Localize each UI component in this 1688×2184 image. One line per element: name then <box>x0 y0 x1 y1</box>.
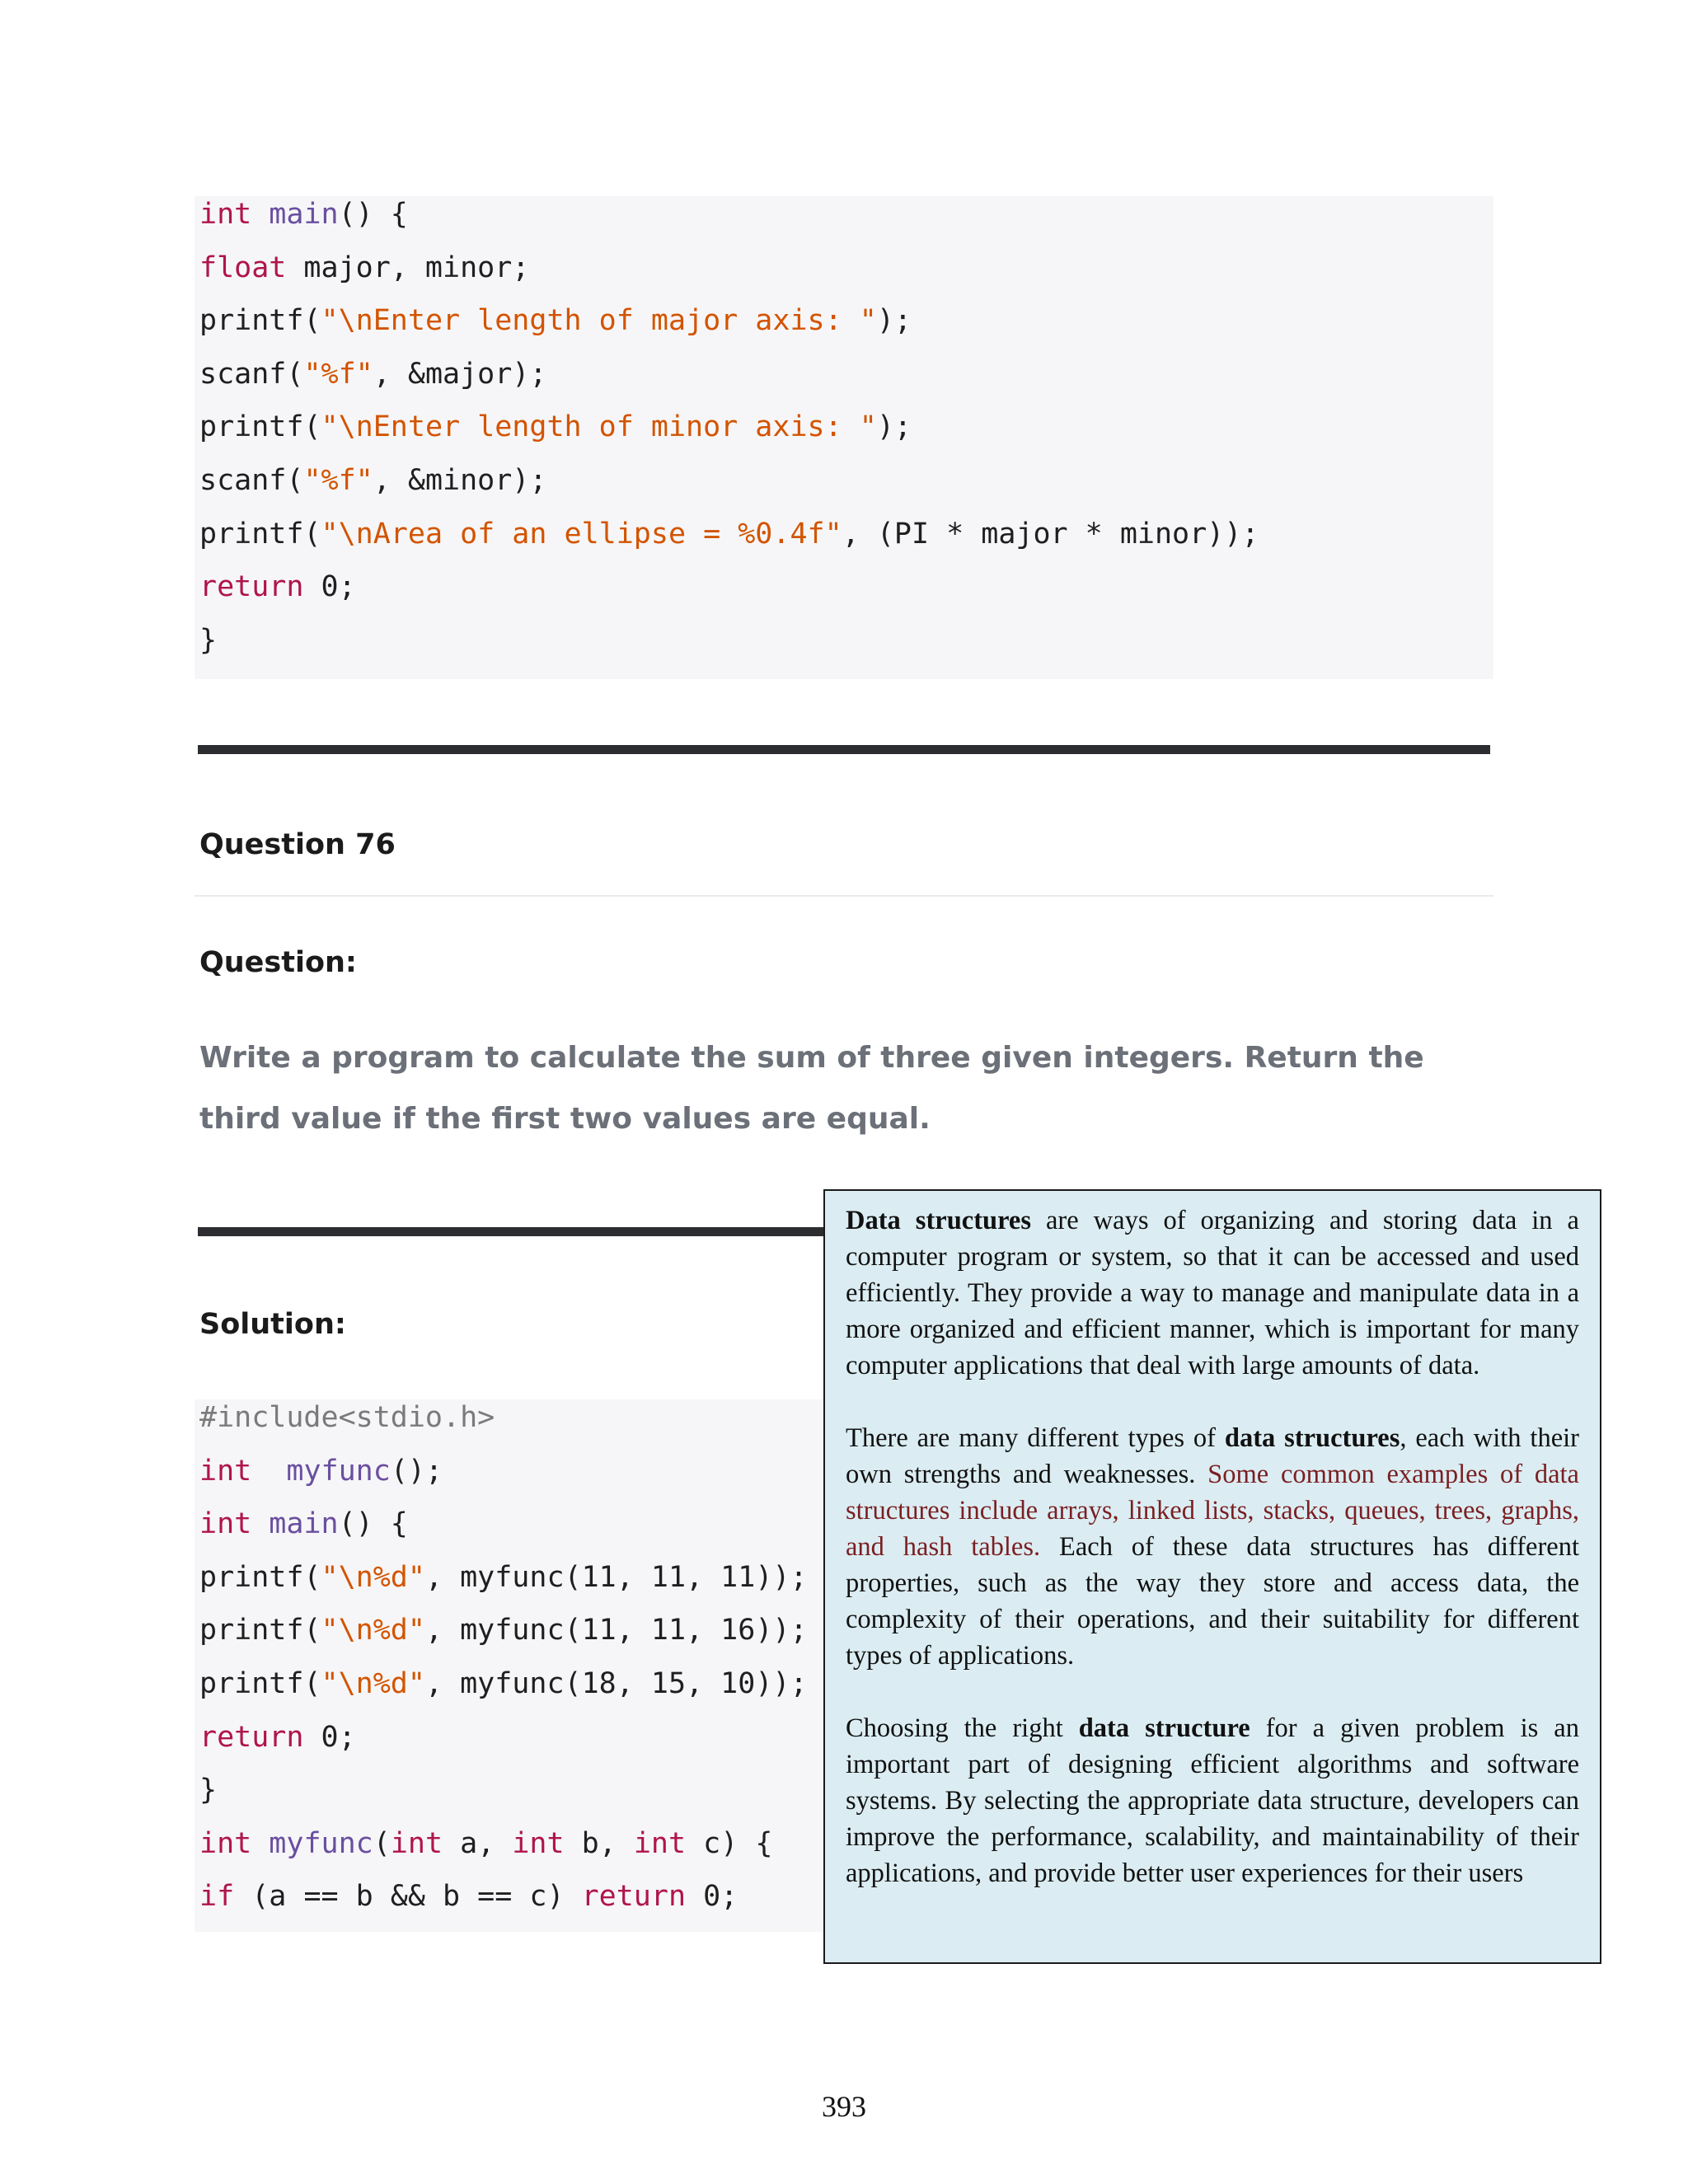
code-line <box>199 1559 808 1596</box>
code-token: printf( <box>199 410 321 444</box>
code-token: myfunc <box>269 1826 373 1860</box>
code-token: , (PI * major * minor)); <box>842 517 1259 551</box>
code-token: int <box>199 1454 252 1488</box>
code-token: ); <box>876 410 912 444</box>
code-token: int <box>199 198 252 231</box>
code-token: () { <box>338 198 408 231</box>
code-token: "\n%d" <box>321 1667 425 1700</box>
code-token: printf( <box>199 517 321 551</box>
code-token: (a == b && b == c) <box>234 1880 582 1914</box>
section-divider <box>198 745 1490 754</box>
code-line <box>199 1612 808 1648</box>
code-token: () { <box>338 1507 408 1541</box>
code-token: int <box>390 1826 443 1860</box>
code-token: printf( <box>199 1667 321 1700</box>
code-token: "\nEnter length of major axis: " <box>321 304 877 338</box>
code-token: printf( <box>199 304 321 338</box>
code-block-ellipse <box>195 196 1493 679</box>
code-token: scanf( <box>199 357 304 391</box>
code-token: ( <box>373 1826 391 1860</box>
info-text: There are many different types of <box>846 1423 1225 1453</box>
code-line <box>199 356 546 392</box>
solution-label: Solution: <box>199 1308 346 1341</box>
code-line <box>199 1772 217 1808</box>
page-number: 393 <box>822 2090 866 2123</box>
code-token: float <box>199 251 287 284</box>
code-token: return <box>199 570 304 604</box>
info-term: data structure <box>1078 1713 1250 1743</box>
code-line <box>199 1825 772 1862</box>
question-label: Question: <box>199 946 357 979</box>
code-line <box>199 1719 356 1755</box>
code-line <box>199 1399 495 1436</box>
code-token: a, <box>443 1826 513 1860</box>
code-token: int <box>512 1826 565 1860</box>
code-block-solution <box>195 1399 823 1932</box>
section-divider <box>198 1227 824 1236</box>
title-underline <box>195 895 1493 897</box>
code-token <box>251 198 269 231</box>
info-paragraph-2 <box>846 1420 1579 1674</box>
code-token <box>251 1455 286 1488</box>
info-term: data structures <box>1224 1423 1400 1453</box>
code-token: return <box>581 1880 687 1914</box>
code-token: } <box>199 623 218 657</box>
info-term: Data structures <box>846 1206 1031 1235</box>
info-text: Each of these data structures has different properties, such as the way they store and access data, the complexity of their operations, and their suitability for different types of applications. <box>846 1532 1579 1671</box>
code-line <box>199 1506 408 1542</box>
code-token: "\nArea of an ellipse = %0.4f" <box>321 517 842 551</box>
code-line <box>199 302 912 339</box>
code-token: printf( <box>199 1560 321 1594</box>
code-token: return <box>199 1720 304 1754</box>
code-token: major, minor; <box>286 251 530 284</box>
code-line <box>199 462 546 499</box>
code-token <box>251 1827 269 1860</box>
code-token: , myfunc(18, 15, 10)); <box>424 1667 808 1700</box>
code-token: int <box>633 1826 687 1860</box>
code-token: "\nEnter length of minor axis: " <box>321 410 877 444</box>
info-text: , each with their own strengths and weaknesses. <box>846 1423 1579 1489</box>
code-token: int <box>199 1507 252 1541</box>
code-token: if <box>199 1880 235 1914</box>
code-token <box>251 1507 269 1540</box>
code-token: b, <box>564 1826 634 1860</box>
code-token: "\n%d" <box>321 1614 425 1647</box>
code-token: 0; <box>686 1880 738 1914</box>
code-token: ); <box>876 304 912 338</box>
code-token: } <box>199 1774 218 1807</box>
code-token: main <box>269 198 339 231</box>
code-token: "%f" <box>303 464 373 497</box>
info-text: for a given problem is an important part of designing efficient algorithms and software systems. By selecting the appropriate data structure, developers can improve the performance, scalability, and maintainability of their applications, and provide better user experiences for their users <box>846 1713 1579 1888</box>
code-line <box>199 250 529 286</box>
code-token: myfunc <box>286 1454 391 1488</box>
code-line <box>199 1878 738 1915</box>
code-token: "%f" <box>303 357 373 391</box>
info-box-data-structures <box>823 1189 1601 1964</box>
code-line <box>199 516 1259 552</box>
info-paragraph-3 <box>846 1710 1579 1891</box>
code-token: 0; <box>303 1720 356 1754</box>
code-token: (); <box>390 1454 443 1488</box>
info-paragraph-1 <box>846 1202 1579 1384</box>
code-line <box>199 1453 443 1489</box>
code-line <box>199 569 356 605</box>
code-token: #include<stdio.h> <box>199 1401 495 1434</box>
info-examples: Some common examples of data structures include arrays, linked lists, stacks, queues, trees, graphs, and hash tables. <box>846 1460 1579 1562</box>
code-token: main <box>269 1507 339 1541</box>
code-token: 0; <box>303 570 356 604</box>
code-token: scanf( <box>199 464 304 497</box>
code-line <box>199 196 408 232</box>
code-token: c) { <box>686 1826 773 1860</box>
code-line <box>199 1666 808 1702</box>
code-token: , &major); <box>373 357 547 391</box>
code-token: printf( <box>199 1614 321 1647</box>
question-text: Write a program to calculate the sum of three given integers. Return the third value if the first two values are equal. <box>199 1041 1424 1136</box>
code-token: "\n%d" <box>321 1560 425 1594</box>
info-text: Choosing the right <box>846 1713 1079 1743</box>
code-token: , &minor); <box>373 464 547 497</box>
info-text: are ways of organizing and storing data in a computer program or system, so that it can be accessed and used efficiently. They provide a way to manage and manipulate data in a more organized and efficient manner, which is important for many computer applications that deal with large amounts of data. <box>846 1206 1579 1380</box>
code-token: int <box>199 1826 252 1860</box>
code-token: , myfunc(11, 11, 16)); <box>424 1614 808 1647</box>
code-token: , myfunc(11, 11, 11)); <box>424 1560 808 1594</box>
question-title: Question 76 <box>199 828 396 861</box>
code-line <box>199 409 912 445</box>
code-line <box>199 622 217 658</box>
